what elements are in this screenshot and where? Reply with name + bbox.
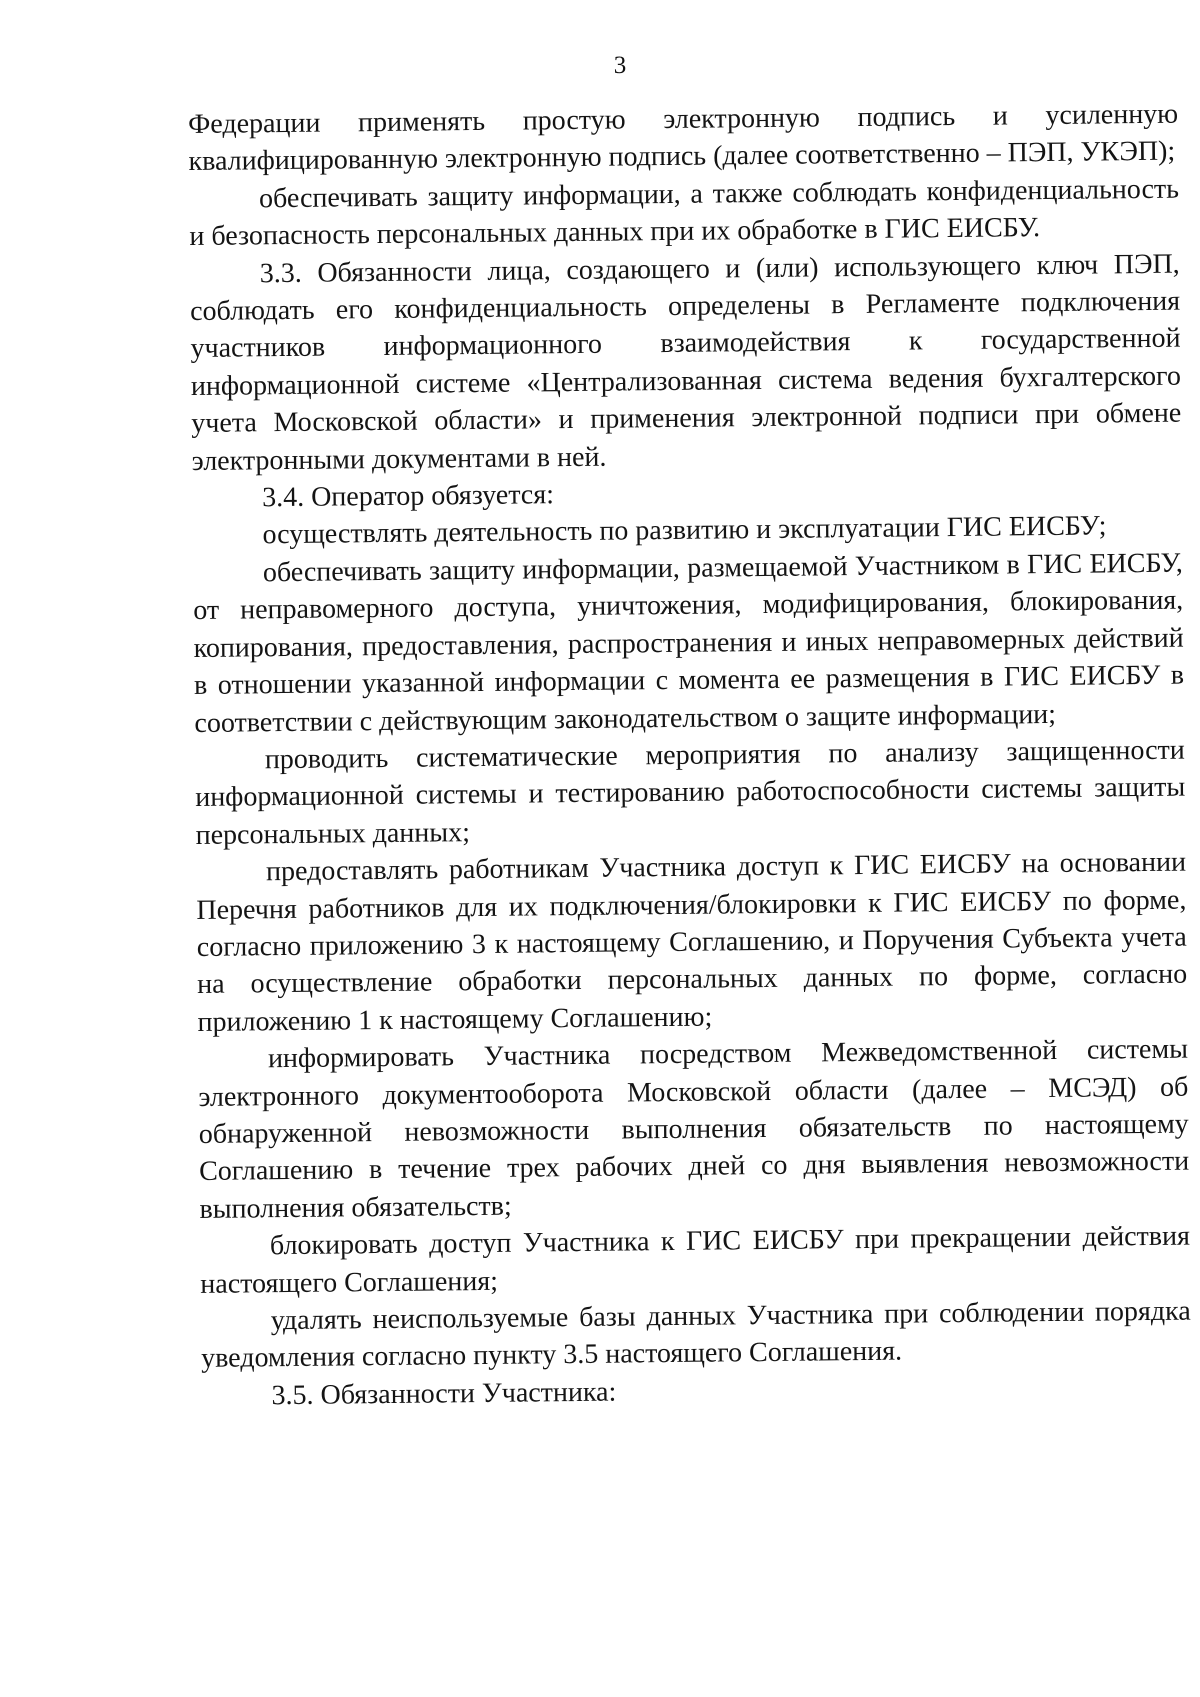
paragraph: блокировать доступ Участника к ГИС ЕИСБУ при прекращении действия настоящего Соглашения; [200, 1220, 1191, 1300]
paragraph: 3.3. Обязанности лица, создающего и (или) использующего ключ ПЭП, соблюдать его конфиденциальность определены в Регламенте подключения участников информационного взаимодействия к государственной информационной системе «Централизованная система ведения бухгалтерского учета Московской области» и применения электронной подписи при обмене электронными документами в ней. [189, 248, 1182, 477]
document-body [188, 96, 1192, 1416]
paragraph: предоставлять работникам Участника доступ к ГИС ЕИСБУ на основании Перечня работников для их подключения/блокировки к ГИС ЕИСБУ по форме, согласно приложению 3 к настоящему Соглашению, и Поручения Субъекта учета на осуществление обработки персональных данных по форме, согласно приложению 1 к настоящему Соглашению; [196, 846, 1188, 1038]
paragraph: 3.4. Оператор обязуется: [261, 479, 555, 514]
paragraph: осуществлять деятельность по развитию и эксплуатации ГИС ЕИСБУ; [262, 510, 1107, 551]
page-number: 3 [613, 52, 627, 79]
paragraph: 3.5. Обязанности Участника: [271, 1376, 617, 1412]
paragraph: информировать Участника посредством Межведомственной системы электронного документооборота Московской области (далее – МСЭД) об обнаруженной невозможности выполнения обязательств по настоящему Соглашению в течение трех рабочих дней со дня выявления невозможности выполнения обязательств; [198, 1033, 1190, 1225]
paragraph: удалять неиспользуемые базы данных Участника при соблюдении порядка уведомления согласно пункту 3.5 настоящего Соглашения. [200, 1295, 1191, 1375]
paragraph: обеспечивать защиту информации, а также соблюдать конфиденциальность и безопасность персональных данных при их обработке в ГИС ЕИСБУ. [189, 173, 1180, 253]
paragraph: проводить систематические мероприятия по анализу защищенности информационной системы и тестированию работоспособности системы защиты персональных данных; [195, 734, 1186, 851]
paragraph: обеспечивать защиту информации, размещаемой Участником в ГИС ЕИСБУ, от неправомерного доступа, уничтожения, модифицирования, блокирования, копирования, предоставления, распространения и иных неправомерных действий в отношении указанной информации с момента ее размещения в ГИС ЕИСБУ в соответствии с действующим законодательством о защите информации; [193, 547, 1185, 739]
paragraph: Федерации применять простую электронную подпись и усиленную квалифицированную электронную подпись (далее соответственно – ПЭП, УКЭП); [188, 98, 1179, 178]
